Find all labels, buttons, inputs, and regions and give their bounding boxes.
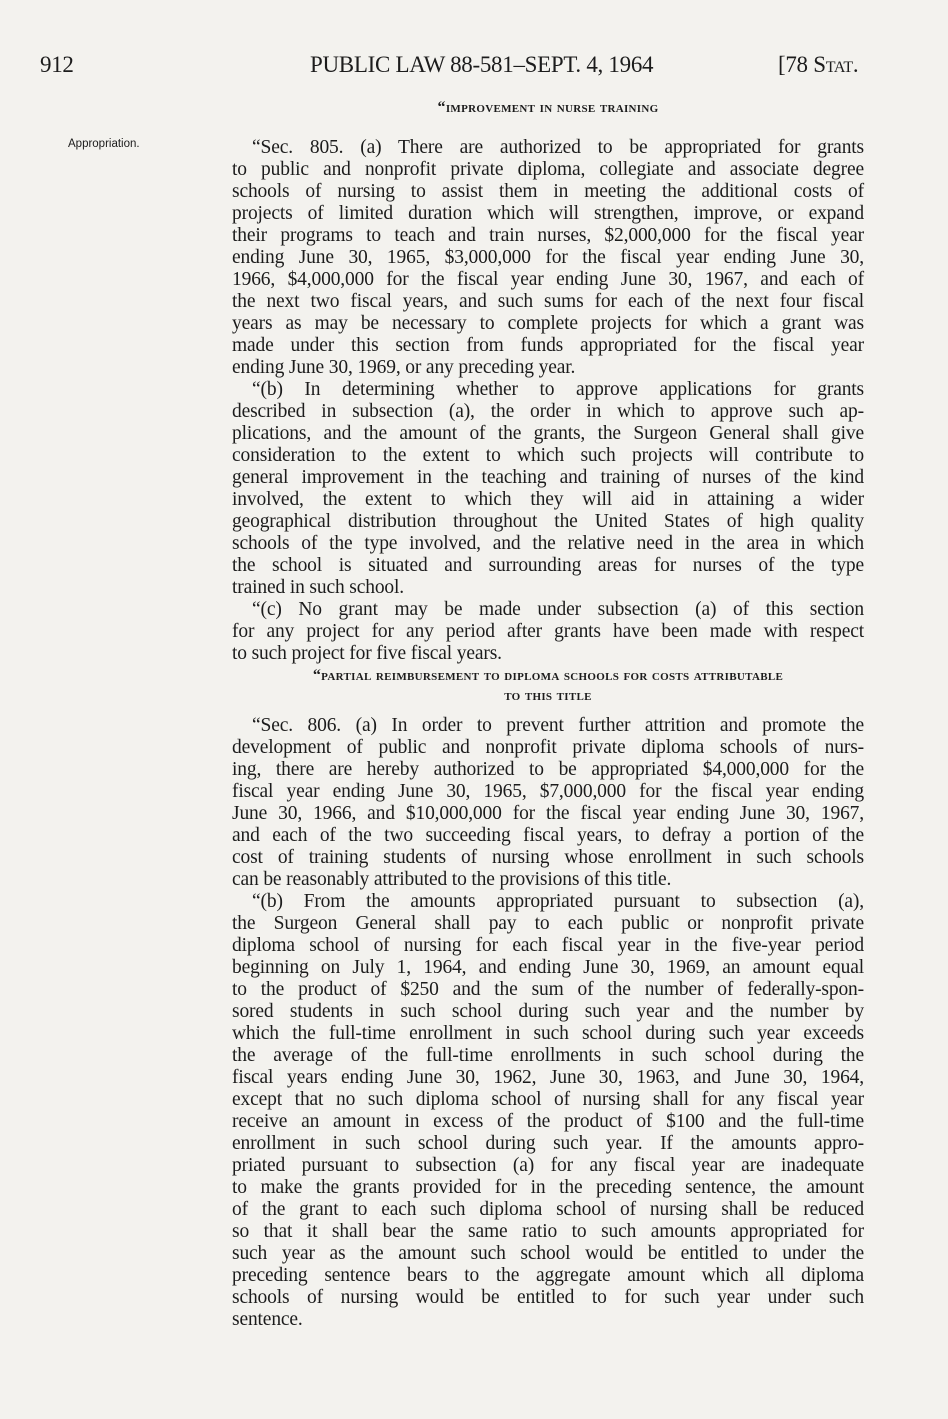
paragraph — [232, 599, 864, 665]
text-line: of the grant to each such diploma school of nursing shall be reduced — [232, 1199, 864, 1220]
text-line: fiscal year ending June 30, 1965, $7,000,000 for the fiscal year ending — [232, 781, 864, 802]
heading-line: “partial reimbursement to diploma schools for costs attributable — [312, 667, 784, 684]
text-line: plications, and the amount of the grants, the Surgeon General shall give — [232, 423, 864, 444]
text-line: years as may be necessary to complete projects for which a grant was — [232, 313, 864, 334]
text-line: fiscal years ending June 30, 1962, June 30, 1963, and June 30, 1964, — [232, 1067, 864, 1088]
text-line: the average of the full-time enrollments in such school during the — [232, 1045, 864, 1066]
heading-improvement-in-nurse-training — [232, 98, 864, 118]
page-number: 912 — [40, 52, 74, 77]
text-line: preceding sentence bears to the aggregate amount which all diploma — [232, 1265, 864, 1286]
paragraph — [232, 379, 864, 599]
text-line: to make the grants provided for in the preceding sentence, the amount — [232, 1177, 864, 1198]
section-805 — [232, 137, 864, 665]
text-line: sentence. — [232, 1309, 303, 1330]
text-line: such year as the amount such school would be entitled to under the — [232, 1243, 864, 1264]
text-line: “(c) No grant may be made under subsection (a) of this section — [252, 599, 864, 620]
text-line: can be reasonably attributed to the provisions of this title. — [232, 869, 672, 890]
text-line: made under this section from funds appropriated for the fiscal year — [232, 335, 864, 356]
text-line: cost of training students of nursing whose enrollment in such schools — [232, 847, 864, 868]
text-line: except that no such diploma school of nursing shall for any fiscal year — [232, 1089, 864, 1110]
text-line: the next two fiscal years, and such sums for each of the next four fiscal — [232, 291, 864, 312]
text-line: schools of nursing to assist them in meeting the additional costs of — [232, 181, 864, 202]
text-line: the school is situated and surrounding areas for nurses of the type — [232, 555, 864, 576]
text-line: ing, there are hereby authorized to be appropriated $4,000,000 for the — [232, 759, 864, 780]
margin-note-appropriation: Appropriation. — [68, 138, 140, 150]
statute-volume: [78 Stat. — [778, 52, 859, 77]
page-running-title: PUBLIC LAW 88-581–SEPT. 4, 1964 — [310, 52, 654, 77]
text-line: enrollment in such school during such year. If the amounts appro- — [232, 1133, 864, 1154]
text-line: “(b) In determining whether to approve applications for grants — [252, 379, 864, 400]
text-line: so that it shall bear the same ratio to such amounts appropriated for — [232, 1221, 864, 1242]
text-line: 1966, $4,000,000 for the fiscal year ending June 30, 1967, and each of — [232, 269, 864, 290]
text-line: “Sec. 805. (a) There are authorized to be appropriated for grants — [252, 137, 864, 158]
text-line: their programs to teach and train nurses, $2,000,000 for the fiscal year — [232, 225, 864, 246]
text-line: schools of the type involved, and the relative need in the area in which — [232, 533, 864, 554]
text-line: to such project for five fiscal years. — [232, 643, 502, 664]
text-line: ending June 30, 1969, or any preceding year. — [232, 357, 576, 378]
text-line: schools of nursing would be entitled to for such year under such — [232, 1287, 864, 1308]
text-line: described in subsection (a), the order in which to approve such ap- — [232, 401, 864, 422]
text-line: beginning on July 1, 1964, and ending June 30, 1969, an amount equal — [232, 957, 864, 978]
text-line: the Surgeon General shall pay to each public or nonprofit private — [232, 913, 864, 934]
text-line: involved, the extent to which they will aid in attaining a wider — [232, 489, 864, 510]
text-line: “Sec. 806. (a) In order to prevent further attrition and promote the — [252, 715, 864, 736]
heading-partial-reimbursement — [232, 666, 864, 706]
text-line: and each of the two succeeding fiscal years, to defray a portion of the — [232, 825, 864, 846]
paragraph — [232, 891, 864, 1331]
text-line: June 30, 1966, and $10,000,000 for the fiscal year ending June 30, 1967, — [232, 803, 864, 824]
heading-line: “improvement in nurse training — [437, 99, 659, 116]
text-line: to public and nonprofit private diploma, collegiate and associate degree — [232, 159, 864, 180]
heading-line: to this title — [504, 687, 592, 704]
text-line: sored students in such school during such year and the number by — [232, 1001, 864, 1022]
text-line: to the product of $250 and the sum of the number of federally-spon- — [232, 979, 864, 1000]
text-line: for any project for any period after grants have been made with respect — [232, 621, 864, 642]
text-line: general improvement in the teaching and training of nurses of the kind — [232, 467, 864, 488]
text-line: ending June 30, 1965, $3,000,000 for the fiscal year ending June 30, — [232, 247, 864, 268]
text-line: consideration to the extent to which such projects will contribute to — [232, 445, 864, 466]
paragraph — [232, 715, 864, 891]
text-line: development of public and nonprofit private diploma schools of nurs- — [232, 737, 864, 758]
text-line: diploma school of nursing for each fiscal year in the five-year period — [232, 935, 864, 956]
text-line: geographical distribution throughout the United States of high quality — [232, 511, 864, 532]
text-line: projects of limited duration which will strengthen, improve, or expand — [232, 203, 864, 224]
paragraph — [232, 137, 864, 379]
text-line: priated pursuant to subsection (a) for any fiscal year are inadequate — [232, 1155, 864, 1176]
text-line: trained in such school. — [232, 577, 405, 598]
text-line: receive an amount in excess of the product of $100 and the full-time — [232, 1111, 864, 1132]
text-line: which the full-time enrollment in such school during such year exceeds — [232, 1023, 864, 1044]
section-806 — [232, 715, 864, 1331]
text-line: “(b) From the amounts appropriated pursuant to subsection (a), — [252, 891, 864, 912]
